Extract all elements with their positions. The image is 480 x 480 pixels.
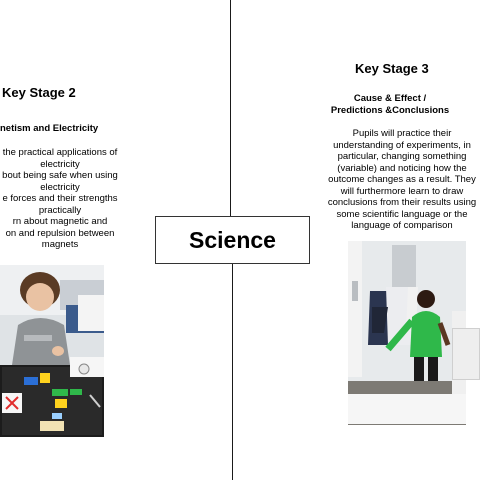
ks2-line: rn about magnetic and [12,216,108,227]
edge-cabinet [452,328,480,380]
left-divider-line-lower [232,264,233,480]
ks2-line: magnets [41,239,79,250]
key-stage-3-subheading: Cause & Effect / Predictions &Conclusions [330,93,450,116]
ks2-line: the practical applications of [2,147,118,158]
left-divider-line [230,0,231,216]
key-stage-3-heading: Key Stage 3 [355,61,429,76]
child-electricity-illustration [0,265,104,437]
key-stage-2-subheading: netism and Electricity [0,123,99,134]
science-title-box [155,216,310,264]
ks2-line: electricity [40,158,80,170]
right-photo-caption-box [348,394,466,424]
key-stage-2-text [0,147,180,251]
ks2-line: electricity [40,181,80,193]
science-title: Science [189,226,276,253]
ks2-line: on and repulsion between [5,227,115,239]
ks2-line: e forces and their strengths [2,193,118,204]
key-stage-2-heading: Key Stage 2 [2,85,76,100]
ks2-line: practically [38,204,82,216]
ks2-line: bout being safe when using [2,170,118,181]
key-stage-3-paragraph: Pupils will practice their understanding of experiments, in particular, changing something (variable) and noticing how the outcome changes as a result. They will furthermore learn to draw conclusions from their results using some scientific language or the language of comparison [327,128,477,231]
child-electricity-photo [0,265,104,437]
